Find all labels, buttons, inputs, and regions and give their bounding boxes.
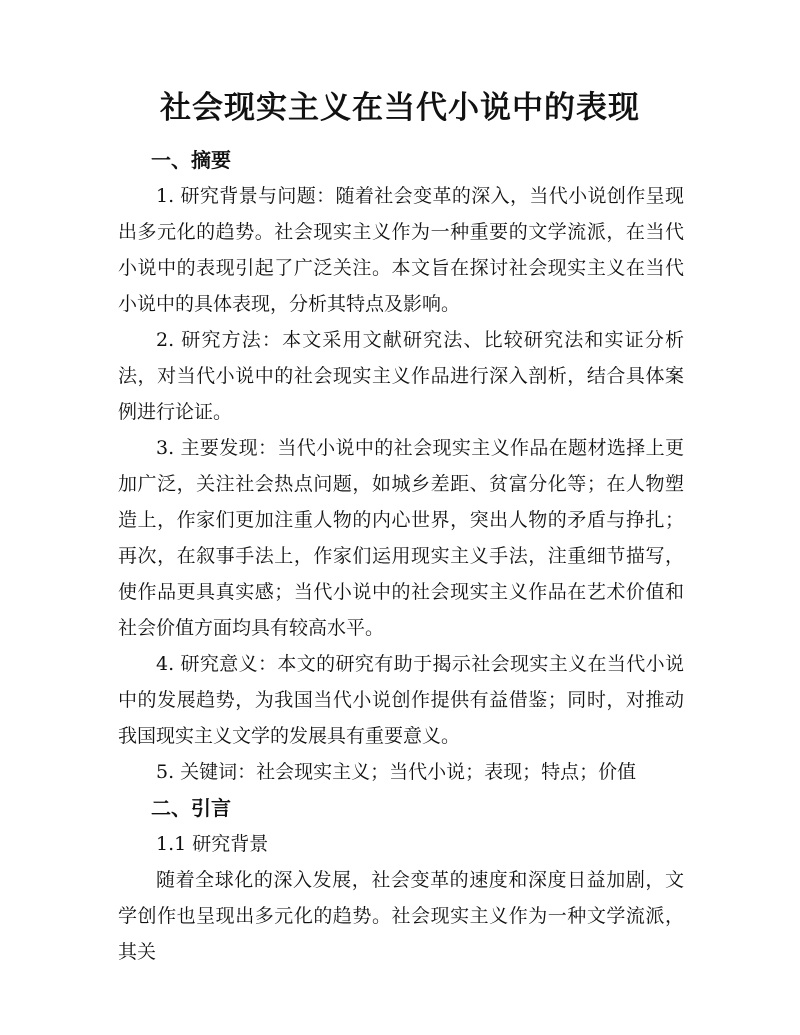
abstract-item-number: 3. xyxy=(156,437,175,459)
document-title: 社会现实主义在当代小说中的表现 xyxy=(160,90,640,126)
section-heading-intro: 二、引言 xyxy=(151,796,231,820)
abstract-item-1 xyxy=(118,178,684,322)
intro-paragraph: 随着全球化的深入发展，社会变革的速度和深度日益加剧，文学创作也呈现出多元化的趋势。社会现实主义作为一种文学流派，其关 xyxy=(118,869,684,963)
abstract-item-text: 研究意义：本文的研究有助于揭示社会现实主义在当代小说中的发展趋势，为我国当代小说创作提供有益借鉴；同时，对推动我国现实主义文学的发展具有重要意义。 xyxy=(118,653,684,747)
abstract-item-text: 研究背景与问题：随着社会变革的深入，当代小说创作呈现出多元化的趋势。社会现实主义作为一种重要的文学流派，在当代小说中的表现引起了广泛关注。本文旨在探讨社会现实主义在当代小说中的具体表现，分析其特点及影响。 xyxy=(118,185,684,315)
abstract-item-number: 5. xyxy=(156,761,175,783)
abstract-item-3 xyxy=(118,430,684,646)
subsection-number: 1.1 xyxy=(156,833,187,855)
abstract-item-5 xyxy=(118,754,684,790)
subsection-title: 研究背景 xyxy=(192,833,269,855)
abstract-item-2 xyxy=(118,322,684,430)
abstract-item-text: 研究方法：本文采用文献研究法、比较研究法和实证分析法，对当代小说中的社会现实主义作品进行深入剖析，结合具体案例进行论证。 xyxy=(118,329,684,423)
abstract-item-number: 4. xyxy=(156,653,175,675)
abstract-item-number: 1. xyxy=(156,185,175,207)
document-body xyxy=(118,142,684,970)
section-heading-abstract: 一、摘要 xyxy=(151,148,231,172)
abstract-item-text: 关键词：社会现实主义；当代小说；表现；特点；价值 xyxy=(180,761,637,783)
abstract-item-number: 2. xyxy=(156,329,175,351)
subsection-heading xyxy=(118,826,684,862)
abstract-item-text: 主要发现：当代小说中的社会现实主义作品在题材选择上更加广泛，关注社会热点问题，如城乡差距、贫富分化等；在人物塑造上，作家们更加注重人物的内心世界，突出人物的矛盾与挣扎；再次，在叙事手法上，作家们运用现实主义手法，注重细节描写，使作品更具真实感；当代小说中的社会现实主义作品在艺术价值和社会价值方面均具有较高水平。 xyxy=(118,437,684,639)
abstract-item-4 xyxy=(118,646,684,754)
